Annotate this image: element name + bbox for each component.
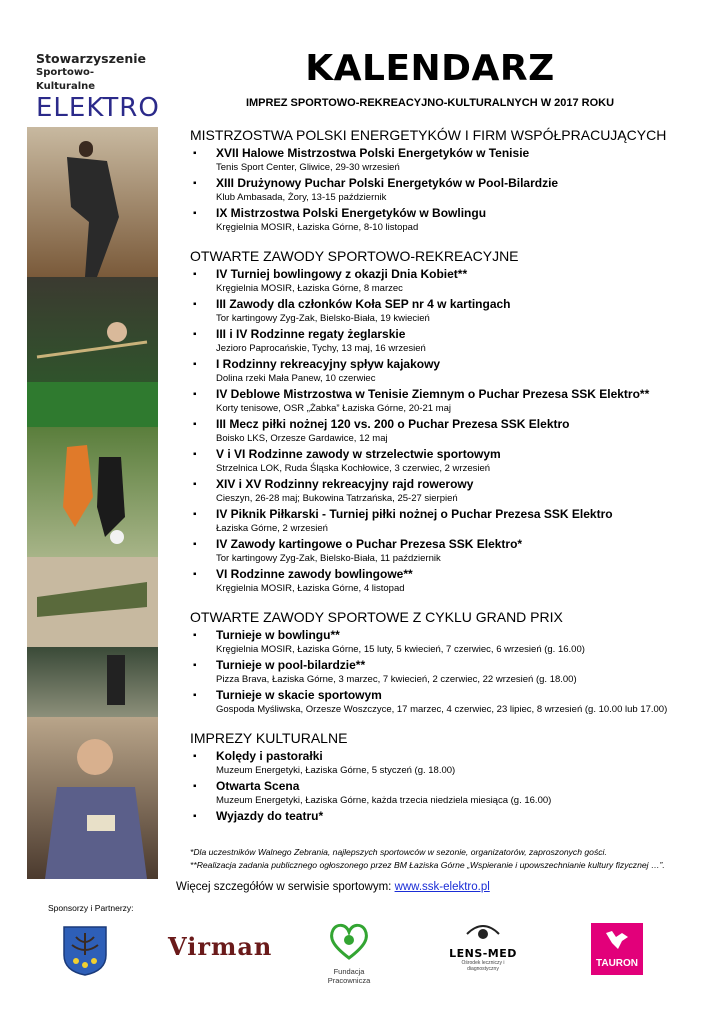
- bullet-icon: ▪: [193, 299, 197, 310]
- event-title: IV Zawody kartingowe o Puchar Prezesa SSK Elektro*: [216, 537, 523, 551]
- list-item: [190, 206, 710, 235]
- event-title: Kolędy i pastorałki: [216, 749, 323, 763]
- bullet-icon: ▪: [193, 539, 197, 550]
- list-item: [190, 417, 710, 446]
- event-title: XIV i XV Rodzinny rekreacyjny rajd rowerowy: [216, 477, 474, 491]
- list-item: [190, 628, 710, 657]
- bullet-icon: ▪: [193, 329, 197, 340]
- event-title: III Mecz piłki nożnej 120 vs. 200 o Puchar Prezesa SSK Elektro: [216, 417, 570, 431]
- lens-med-logo-text: LENS-MED: [449, 947, 517, 960]
- sponsors-label: Sponsorzy i Partnerzy:: [48, 903, 134, 913]
- bullet-icon: ▪: [193, 419, 197, 430]
- fundacja-logo-text: Fundacja Pracownicza: [327, 967, 371, 985]
- website-link[interactable]: www.ssk-elektro.pl: [394, 881, 490, 893]
- event-title: III Zawody dla członków Koła SEP nr 4 w kartingach: [216, 297, 511, 311]
- section-title: MISTRZOSTWA POLSKI ENERGETYKÓW I FIRM WSPÓŁPRACUJĄCYCH: [190, 127, 667, 143]
- section-cultural: [190, 729, 710, 824]
- section-open-competitions: [190, 247, 710, 596]
- event-title: Turnieje w pool-bilardzie**: [216, 658, 366, 672]
- bullet-icon: ▪: [193, 781, 197, 792]
- event-detail: Muzeum Energetyki, Łaziska Górne, każda trzecia niedziela miesiąca (g. 16.00): [216, 795, 552, 806]
- footnote-1: *Dla uczestników Walnego Zebrania, najlepszych sportowców w sezonie, organizatorów, zaproszonych gości.: [190, 847, 607, 857]
- list-item: [190, 297, 710, 326]
- virman-logo: [168, 932, 273, 961]
- list-item: [190, 779, 710, 808]
- heart-icon: [329, 922, 369, 960]
- event-title: IX Mistrzostwa Polski Energetyków w Bowlingu: [216, 206, 487, 220]
- event-title: Wyjazdy do teatru*: [216, 809, 324, 823]
- event-detail: Dolina rzeki Mała Panew, 10 czerwiec: [216, 373, 376, 384]
- section-title: OTWARTE ZAWODY SPORTOWE Z CYKLU GRAND PRIX: [190, 609, 563, 625]
- event-title: I Rodzinny rekreacyjny spływ kajakowy: [216, 357, 441, 371]
- coat-of-arms-logo: [62, 925, 108, 982]
- more-info: [176, 881, 490, 893]
- bullet-icon: ▪: [193, 148, 197, 159]
- section-championships: [190, 126, 710, 235]
- event-detail: Boisko LKS, Orzesze Gardawice, 12 maj: [216, 433, 388, 444]
- footnote-2: **Realizacja zadania publicznego ogłoszonego przez BM Łaziska Górne „Wspieranie i upowszechnianie kultury fizycznej …”.: [190, 860, 665, 870]
- section-title: OTWARTE ZAWODY SPORTOWO-REKREACYJNE: [190, 248, 519, 264]
- bullet-icon: ▪: [193, 569, 197, 580]
- bullet-icon: ▪: [193, 479, 197, 490]
- bullet-icon: ▪: [193, 509, 197, 520]
- bullet-icon: ▪: [193, 208, 197, 219]
- event-title: III i IV Rodzinne regaty żeglarskie: [216, 327, 406, 341]
- bowling-lane-photo: [27, 647, 158, 717]
- bullet-icon: ▪: [193, 449, 197, 460]
- event-detail: Pizza Brava, Łaziska Górne, 3 marzec, 7 kwiecień, 2 czerwiec, 22 wrzesień (g. 18.00): [216, 674, 577, 685]
- logo-line-2: Sportowo-Kulturalne: [36, 67, 96, 92]
- event-detail: Kręgielnia MOSIR, Łaziska Górne, 8-10 listopad: [216, 222, 419, 233]
- event-detail: Strzelnica LOK, Ruda Śląska Kochłowice, 3 czerwiec, 2 wrzesień: [216, 463, 491, 474]
- logo-line-1: Stowarzyszenie: [36, 51, 146, 66]
- lens-med-logo-subtext: Ośrodek leczniczy i diagnostyczny: [461, 960, 505, 972]
- list-item: [190, 267, 710, 296]
- bullet-icon: ▪: [193, 269, 197, 280]
- eye-icon: [465, 920, 501, 942]
- event-detail: Tor kartingowy Zyg-Zak, Bielsko-Biała, 19 kwiecień: [216, 313, 430, 324]
- fundacja-logo: [318, 922, 380, 985]
- event-title: XVII Halowe Mistrzostwa Polski Energetyków w Tenisie: [216, 146, 530, 160]
- event-detail: Kręgielnia MOSIR, Łaziska Górne, 4 listopad: [216, 583, 405, 594]
- event-detail: Klub Ambasada, Żory, 13-15 październik: [216, 192, 387, 203]
- page-subtitle: IMPREZ SPORTOWO-REKREACYJNO-KULTURALNYCH W 2017 ROKU: [245, 97, 615, 109]
- event-title: XIII Drużynowy Puchar Polski Energetyków w Pool-Bilardzie: [216, 176, 559, 190]
- bullet-icon: ▪: [193, 178, 197, 189]
- event-title: VI Rodzinne zawody bowlingowe**: [216, 567, 413, 581]
- event-title: Otwarta Scena: [216, 779, 300, 793]
- event-title: Turnieje w skacie sportowym: [216, 688, 382, 702]
- event-detail: Kręgielnia MOSIR, Łaziska Górne, 15 luty, 5 kwiecień, 7 czerwiec, 6 wrzesień (g. 16.00): [216, 644, 585, 655]
- bullet-icon: ▪: [193, 359, 197, 370]
- bullet-icon: ▪: [193, 660, 197, 671]
- event-detail: Kręgielnia MOSIR, Łaziska Górne, 8 marzec: [216, 283, 403, 294]
- event-title: V i VI Rodzinne zawody w strzelectwie sportowym: [216, 447, 501, 461]
- list-item: [190, 357, 710, 386]
- tauron-bull-icon: [602, 927, 632, 953]
- bullet-icon: ▪: [193, 751, 197, 762]
- bullet-icon: ▪: [193, 690, 197, 701]
- event-title: IV Deblowe Mistrzostwa w Tenisie Ziemnym o Puchar Prezesa SSK Elektro**: [216, 387, 650, 401]
- page-title: KALENDARZ: [305, 48, 555, 89]
- logo-line-3: ELEKTRO: [36, 93, 160, 123]
- section-grand-prix: [190, 608, 710, 717]
- footnotes: [190, 846, 710, 872]
- event-detail: Gospoda Myśliwska, Orzesze Woszczyce, 17 marzec, 4 czerwiec, 23 lipiec, 8 wrzesień (g. 10.00 lub 17.00): [216, 704, 668, 715]
- section-title: IMPREZY KULTURALNE: [190, 730, 348, 746]
- virman-logo-text: Virman: [168, 932, 273, 961]
- list-item: [190, 749, 710, 778]
- list-item: [190, 567, 710, 596]
- tauron-logo-text: TAURON: [595, 958, 639, 969]
- list-item: [190, 146, 710, 175]
- list-item: [190, 447, 710, 476]
- calendar-content: [190, 126, 710, 836]
- bullet-icon: ▪: [193, 811, 197, 822]
- list-item: [190, 658, 710, 687]
- event-detail: Łaziska Górne, 2 wrzesień: [216, 523, 328, 534]
- event-title: Turnieje w bowlingu**: [216, 628, 340, 642]
- event-detail: Tenis Sport Center, Gliwice, 29-30 wrzesień: [216, 162, 400, 173]
- event-title: IV Piknik Piłkarski - Turniej piłki nożnej o Puchar Prezesa SSK Elektro: [216, 507, 613, 521]
- tauron-logo: [591, 923, 643, 975]
- football-photo: [27, 427, 158, 557]
- list-item: [190, 507, 710, 536]
- list-item: [190, 537, 710, 566]
- event-detail: Cieszyn, 26-28 maj; Bukowina Tatrzańska, 25-27 sierpień: [216, 493, 458, 504]
- list-item: [190, 688, 710, 717]
- list-item: [190, 176, 710, 205]
- more-info-text: Więcej szczegółów w serwisie sportowym:: [176, 881, 395, 893]
- photo-collage: [27, 127, 158, 879]
- ssk-elektro-logo: [36, 51, 160, 123]
- event-detail: Jezioro Paprocańskie, Tychy, 13 maj, 16 wrzesień: [216, 343, 426, 354]
- event-detail: Muzeum Energetyki, Łaziska Górne, 5 styczeń (g. 18.00): [216, 765, 456, 776]
- list-item: [190, 387, 710, 416]
- event-detail: Tor kartingowy Zyg-Zak, Bielsko-Biała, 11 październik: [216, 553, 441, 564]
- list-item: [190, 809, 710, 824]
- lens-med-logo: [448, 920, 518, 972]
- list-item: [190, 327, 710, 356]
- event-detail: Korty tenisowe, OSR „Żabka” Łaziska Górne, 20-21 maj: [216, 403, 451, 414]
- list-item: [190, 477, 710, 506]
- event-title: IV Turniej bowlingowy z okazji Dnia Kobiet**: [216, 267, 468, 281]
- bullet-icon: ▪: [193, 389, 197, 400]
- bullet-icon: ▪: [193, 630, 197, 641]
